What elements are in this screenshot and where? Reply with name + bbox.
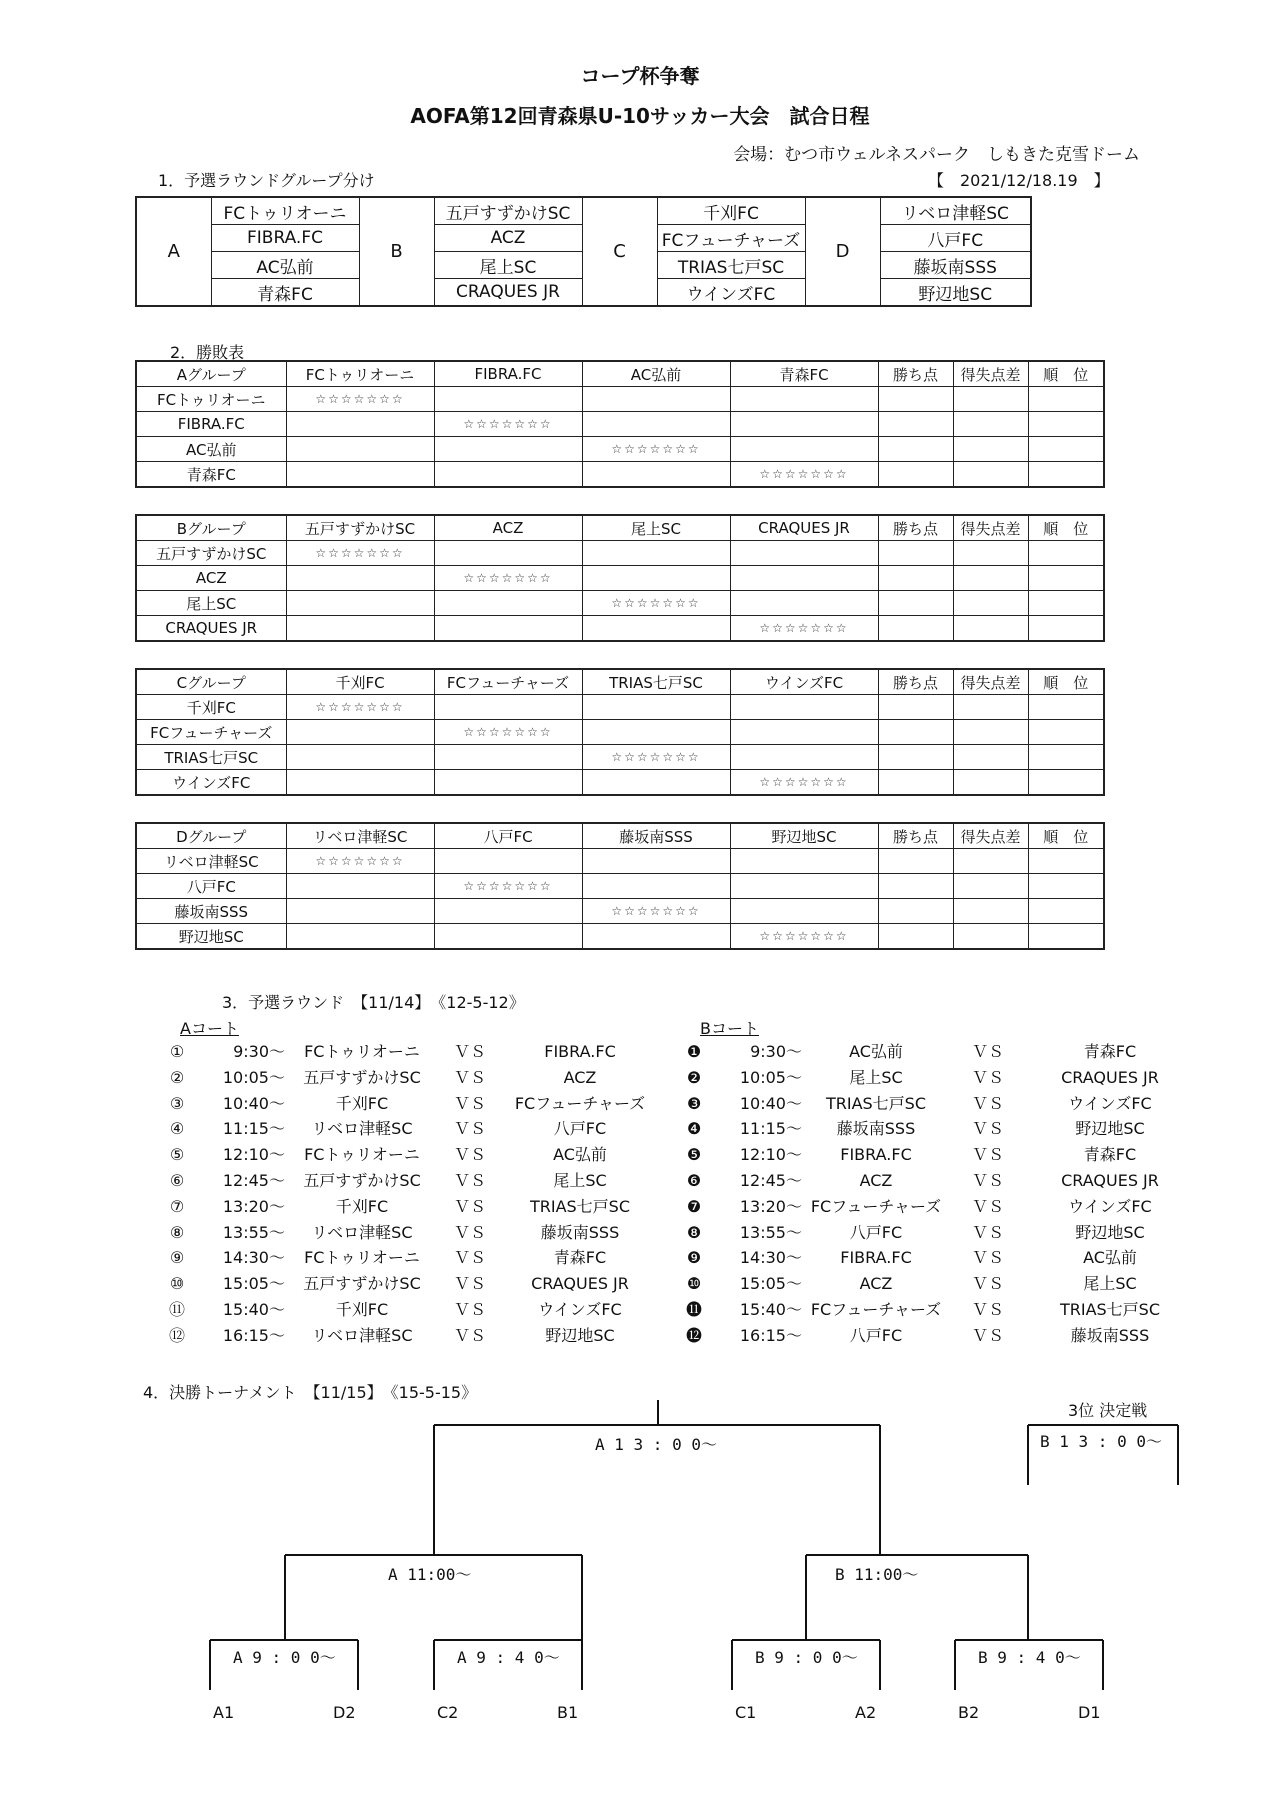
vs-label: ＶＳ [453,1325,486,1345]
third-place-label: 3位 決定戦 [1068,1401,1148,1420]
group-team: CRAQUES JR [434,279,582,307]
vs-label: ＶＳ [453,1171,486,1190]
match-number: ② [169,1067,185,1087]
match-time: 16:15～ [739,1325,802,1345]
results-col-header: 得失点差 [953,823,1028,849]
match-time: 15:05～ [222,1274,285,1294]
match-home-team: 千刈FC [335,1300,389,1319]
match-away-team: 野辺地SC [1075,1119,1145,1139]
seed-label: B2 [958,1703,980,1722]
vs-label: ＶＳ [971,1093,1004,1113]
qf2-time: A 9 : 4 0～ [457,1648,560,1667]
match-home-team: 五戸すずかけSC [303,1274,421,1294]
match-number: ❸ [686,1093,702,1113]
results-row-team: FCトゥリオーニ [136,387,286,412]
match-number: ⑦ [169,1196,185,1216]
match-time: 13:20～ [222,1196,285,1216]
group-team: ウインズFC [657,279,805,307]
vs-label: ＶＳ [453,1119,486,1139]
results-col-team: 八戸FC [434,823,582,849]
match-away-team: AC弘前 [553,1145,607,1165]
vs-label: ＶＳ [453,1145,486,1165]
match-time: 13:55～ [739,1222,802,1242]
document-title: コープ杯争奪 [580,64,700,88]
vs-label: ＶＳ [453,1196,486,1216]
tournament-section-title: 4．決勝トーナメント 【11/15】 《15-5-15》 [143,1383,478,1402]
match-time: 11:15～ [739,1119,802,1139]
vs-label: ＶＳ [453,1274,486,1294]
results-group-name: Aグループ [136,361,286,387]
match-away-team: 尾上SC [553,1171,607,1190]
results-diagonal-cell: ☆☆☆☆☆☆☆ [286,695,434,720]
results-diagonal-cell: ☆☆☆☆☆☆☆ [286,387,434,412]
results-row-team: 野辺地SC [136,924,286,950]
vs-label: ＶＳ [971,1222,1004,1242]
results-diagonal-cell: ☆☆☆☆☆☆☆ [730,770,878,796]
match-home-team: リベロ津軽SC [311,1222,413,1242]
match-away-team: FCフューチャーズ [514,1093,646,1113]
vs-label: ＶＳ [971,1119,1004,1139]
results-row-team: 五戸すずかけSC [136,541,286,566]
match-time: 10:40～ [739,1093,802,1113]
match-away-team: ウインズFC [538,1300,622,1319]
results-col-team: 尾上SC [582,515,730,541]
match-away-team: 尾上SC [1083,1274,1137,1294]
vs-label: ＶＳ [971,1171,1004,1190]
results-col-team: CRAQUES JR [730,515,878,541]
results-col-header: 勝ち点 [878,515,953,541]
court-b-label: Bコート [700,1019,759,1038]
results-col-header: 得失点差 [953,361,1028,387]
results-col-team: 五戸すずかけSC [286,515,434,541]
schedule-section-title: 3．予選ラウンド 【11/14】 《12-5-12》 [222,993,525,1012]
match-time: 13:55～ [222,1222,285,1242]
results-col-team: リベロ津軽SC [286,823,434,849]
match-time: 10:05～ [739,1067,802,1087]
seed-label: D1 [1078,1703,1101,1722]
group-team: FCトゥリオーニ [211,197,359,225]
match-time: 12:45～ [739,1171,802,1190]
results-row-team: TRIAS七戸SC [136,745,286,770]
results-diagonal-cell: ☆☆☆☆☆☆☆ [434,720,582,745]
vs-label: ＶＳ [971,1300,1004,1319]
results-diagonal-cell: ☆☆☆☆☆☆☆ [582,745,730,770]
match-time: 14:30～ [739,1248,802,1268]
match-number: ④ [169,1119,185,1139]
match-time: 9:30～ [750,1042,802,1061]
match-time: 12:10～ [222,1145,285,1165]
match-number: ⓫ [685,1300,702,1319]
seed-label: B1 [557,1703,579,1722]
match-home-team: 藤坂南SSS [836,1119,916,1139]
match-number: ❺ [686,1145,702,1165]
match-home-team: FCフューチャーズ [810,1300,942,1319]
results-row-team: 尾上SC [136,591,286,616]
match-away-team: 青森FC [1083,1042,1137,1061]
match-number: ⑫ [168,1325,185,1345]
match-number: ⑩ [169,1274,185,1294]
match-home-team: リベロ津軽SC [311,1325,413,1345]
match-number: ⑤ [169,1145,185,1165]
results-col-header: 勝ち点 [878,361,953,387]
match-number: ❿ [686,1274,702,1294]
match-away-team: 野辺地SC [545,1325,615,1345]
results-diagonal-cell: ☆☆☆☆☆☆☆ [730,924,878,950]
results-col-header: 勝ち点 [878,823,953,849]
group-label: B [359,197,434,306]
qf3-time: B 9 : 0 0～ [755,1648,858,1667]
vs-label: ＶＳ [971,1196,1004,1216]
vs-label: ＶＳ [971,1145,1004,1165]
match-away-team: CRAQUES JR [1061,1067,1159,1087]
match-home-team: 千刈FC [335,1093,389,1113]
match-number: ❶ [686,1042,702,1061]
results-section-title: 2．勝敗表 [170,343,245,362]
court-a-label: Aコート [180,1019,239,1038]
match-away-team: 青森FC [553,1248,607,1268]
vs-label: ＶＳ [453,1300,486,1319]
match-time: 12:10～ [739,1145,802,1165]
vs-label: ＶＳ [453,1093,486,1113]
match-home-team: ACZ [859,1274,893,1294]
vs-label: ＶＳ [971,1274,1004,1294]
date-text: 【 2021/12/18.19 】 [928,171,1110,190]
vs-label: ＶＳ [453,1042,486,1061]
match-home-team: FCトゥリオーニ [304,1145,420,1165]
match-away-team: 藤坂南SSS [1070,1325,1150,1345]
match-number: ⓬ [685,1325,702,1345]
match-away-team: CRAQUES JR [531,1274,629,1294]
match-time: 9:30～ [233,1042,285,1061]
vs-label: ＶＳ [971,1325,1004,1345]
match-home-team: FCトゥリオーニ [304,1042,420,1061]
results-row-team: ACZ [136,566,286,591]
results-diagonal-cell: ☆☆☆☆☆☆☆ [582,591,730,616]
group-team: 尾上SC [434,252,582,279]
match-home-team: TRIAS七戸SC [825,1093,927,1113]
group-label: C [582,197,657,306]
match-home-team: 千刈FC [335,1196,389,1216]
vs-label: ＶＳ [971,1042,1004,1061]
results-row-team: CRAQUES JR [136,616,286,642]
results-row-team: FIBRA.FC [136,412,286,437]
results-col-header: 順 位 [1028,669,1104,695]
results-diagonal-cell: ☆☆☆☆☆☆☆ [582,899,730,924]
qf4-time: B 9 : 4 0～ [978,1648,1081,1667]
match-home-team: FIBRA.FC [840,1145,912,1165]
qf1-time: A 9 : 0 0～ [233,1648,336,1667]
group-team: 青森FC [211,279,359,307]
semi-left-time: A 11:00～ [388,1565,472,1584]
match-time: 11:15～ [222,1119,285,1139]
match-home-team: 八戸FC [849,1325,903,1345]
results-col-header: 得失点差 [953,515,1028,541]
seed-label: D2 [333,1703,356,1722]
group-team: 藤坂南SSS [880,252,1031,279]
seed-label: A1 [213,1703,235,1722]
results-col-team: ウインズFC [730,669,878,695]
results-col-team: 千刈FC [286,669,434,695]
match-away-team: ウインズFC [1068,1093,1152,1113]
semi-right-time: B 11:00～ [835,1565,919,1584]
match-number: ❾ [686,1248,702,1268]
match-away-team: 八戸FC [553,1119,607,1139]
match-home-team: 五戸すずかけSC [303,1067,421,1087]
results-row-team: 千刈FC [136,695,286,720]
results-diagonal-cell: ☆☆☆☆☆☆☆ [582,437,730,462]
results-col-team: AC弘前 [582,361,730,387]
match-number: ❻ [686,1171,702,1190]
results-row-team: リベロ津軽SC [136,849,286,874]
group-team: 野辺地SC [880,279,1031,307]
match-number: ⑪ [168,1300,185,1319]
vs-label: ＶＳ [453,1067,486,1087]
results-diagonal-cell: ☆☆☆☆☆☆☆ [434,412,582,437]
results-diagonal-cell: ☆☆☆☆☆☆☆ [434,566,582,591]
seed-label: C1 [735,1703,757,1722]
match-number: ⑧ [169,1222,185,1242]
results-col-team: 藤坂南SSS [582,823,730,849]
match-time: 10:05～ [222,1067,285,1087]
results-col-header: 順 位 [1028,823,1104,849]
match-time: 14:30～ [222,1248,285,1268]
group-team: FCフューチャーズ [657,225,805,252]
match-away-team: 青森FC [1083,1145,1137,1165]
results-col-team: FCトゥリオーニ [286,361,434,387]
match-home-team: AC弘前 [849,1042,903,1061]
results-row-team: AC弘前 [136,437,286,462]
third-place-time: B 1 3 : 0 0～ [1040,1432,1162,1451]
results-col-header: 順 位 [1028,361,1104,387]
match-home-team: FCトゥリオーニ [304,1248,420,1268]
group-team: AC弘前 [211,252,359,279]
results-group-name: Cグループ [136,669,286,695]
vs-label: ＶＳ [971,1248,1004,1268]
venue-text: 会場：むつ市ウェルネスパーク しもきた克雪ドーム [733,145,1140,165]
results-row-team: 青森FC [136,462,286,488]
match-away-team: 野辺地SC [1075,1222,1145,1242]
group-team: TRIAS七戸SC [657,252,805,279]
seed-label: C2 [437,1703,459,1722]
match-number: ③ [169,1093,185,1113]
match-away-team: ACZ [563,1067,597,1087]
group-label: D [805,197,880,306]
match-number: ❷ [686,1067,702,1087]
match-home-team: 八戸FC [849,1222,903,1242]
match-time: 15:05～ [739,1274,802,1294]
results-col-header: 得失点差 [953,669,1028,695]
match-away-team: TRIAS七戸SC [529,1196,631,1216]
group-label: A [136,197,211,306]
results-diagonal-cell: ☆☆☆☆☆☆☆ [434,874,582,899]
match-time: 10:40～ [222,1093,285,1113]
results-group-name: Bグループ [136,515,286,541]
vs-label: ＶＳ [971,1067,1004,1087]
results-col-team: ACZ [434,515,582,541]
results-col-team: FCフューチャーズ [434,669,582,695]
match-number: ❼ [686,1196,702,1216]
results-diagonal-cell: ☆☆☆☆☆☆☆ [286,849,434,874]
results-group-name: Dグループ [136,823,286,849]
group-team: FIBRA.FC [211,225,359,252]
group-team: 千刈FC [657,197,805,225]
vs-label: ＶＳ [453,1222,486,1242]
match-time: 15:40～ [739,1300,802,1319]
document-subtitle: AOFA第12回青森県U-10サッカー大会 試合日程 [410,104,870,128]
results-diagonal-cell: ☆☆☆☆☆☆☆ [730,616,878,642]
final-time: A 1 3 : 0 0～ [595,1435,717,1454]
match-home-team: 五戸すずかけSC [303,1171,421,1190]
match-home-team: 尾上SC [849,1067,903,1087]
match-number: ❽ [686,1222,702,1242]
match-away-team: AC弘前 [1083,1248,1137,1268]
results-diagonal-cell: ☆☆☆☆☆☆☆ [730,462,878,488]
results-row-team: 八戸FC [136,874,286,899]
match-time: 12:45～ [222,1171,285,1190]
results-col-team: FIBRA.FC [434,361,582,387]
group-team: ACZ [434,225,582,252]
match-time: 16:15～ [222,1325,285,1345]
match-time: 15:40～ [222,1300,285,1319]
vs-label: ＶＳ [453,1248,486,1268]
results-row-team: ウインズFC [136,770,286,796]
results-col-team: 青森FC [730,361,878,387]
match-number: ⑨ [169,1248,185,1268]
group-team: 五戸すずかけSC [434,197,582,225]
match-time: 13:20～ [739,1196,802,1216]
match-number: ❹ [686,1119,702,1139]
match-away-team: CRAQUES JR [1061,1171,1159,1190]
seed-label: A2 [855,1703,877,1722]
match-home-team: FCフューチャーズ [810,1196,942,1216]
match-home-team: ACZ [859,1171,893,1190]
section1-title: 1．予選ラウンドグループ分け [158,171,375,190]
match-away-team: TRIAS七戸SC [1059,1300,1161,1319]
results-col-header: 順 位 [1028,515,1104,541]
results-col-header: 勝ち点 [878,669,953,695]
match-home-team: リベロ津軽SC [311,1119,413,1139]
results-row-team: FCフューチャーズ [136,720,286,745]
results-diagonal-cell: ☆☆☆☆☆☆☆ [286,541,434,566]
match-away-team: FIBRA.FC [544,1042,616,1061]
match-home-team: FIBRA.FC [840,1248,912,1268]
match-number: ① [169,1042,185,1061]
group-team: リベロ津軽SC [880,197,1031,225]
results-col-team: 野辺地SC [730,823,878,849]
results-col-team: TRIAS七戸SC [582,669,730,695]
match-away-team: 藤坂南SSS [540,1222,620,1242]
match-away-team: ウインズFC [1068,1196,1152,1216]
results-row-team: 藤坂南SSS [136,899,286,924]
match-number: ⑥ [169,1171,185,1190]
group-team: 八戸FC [880,225,1031,252]
